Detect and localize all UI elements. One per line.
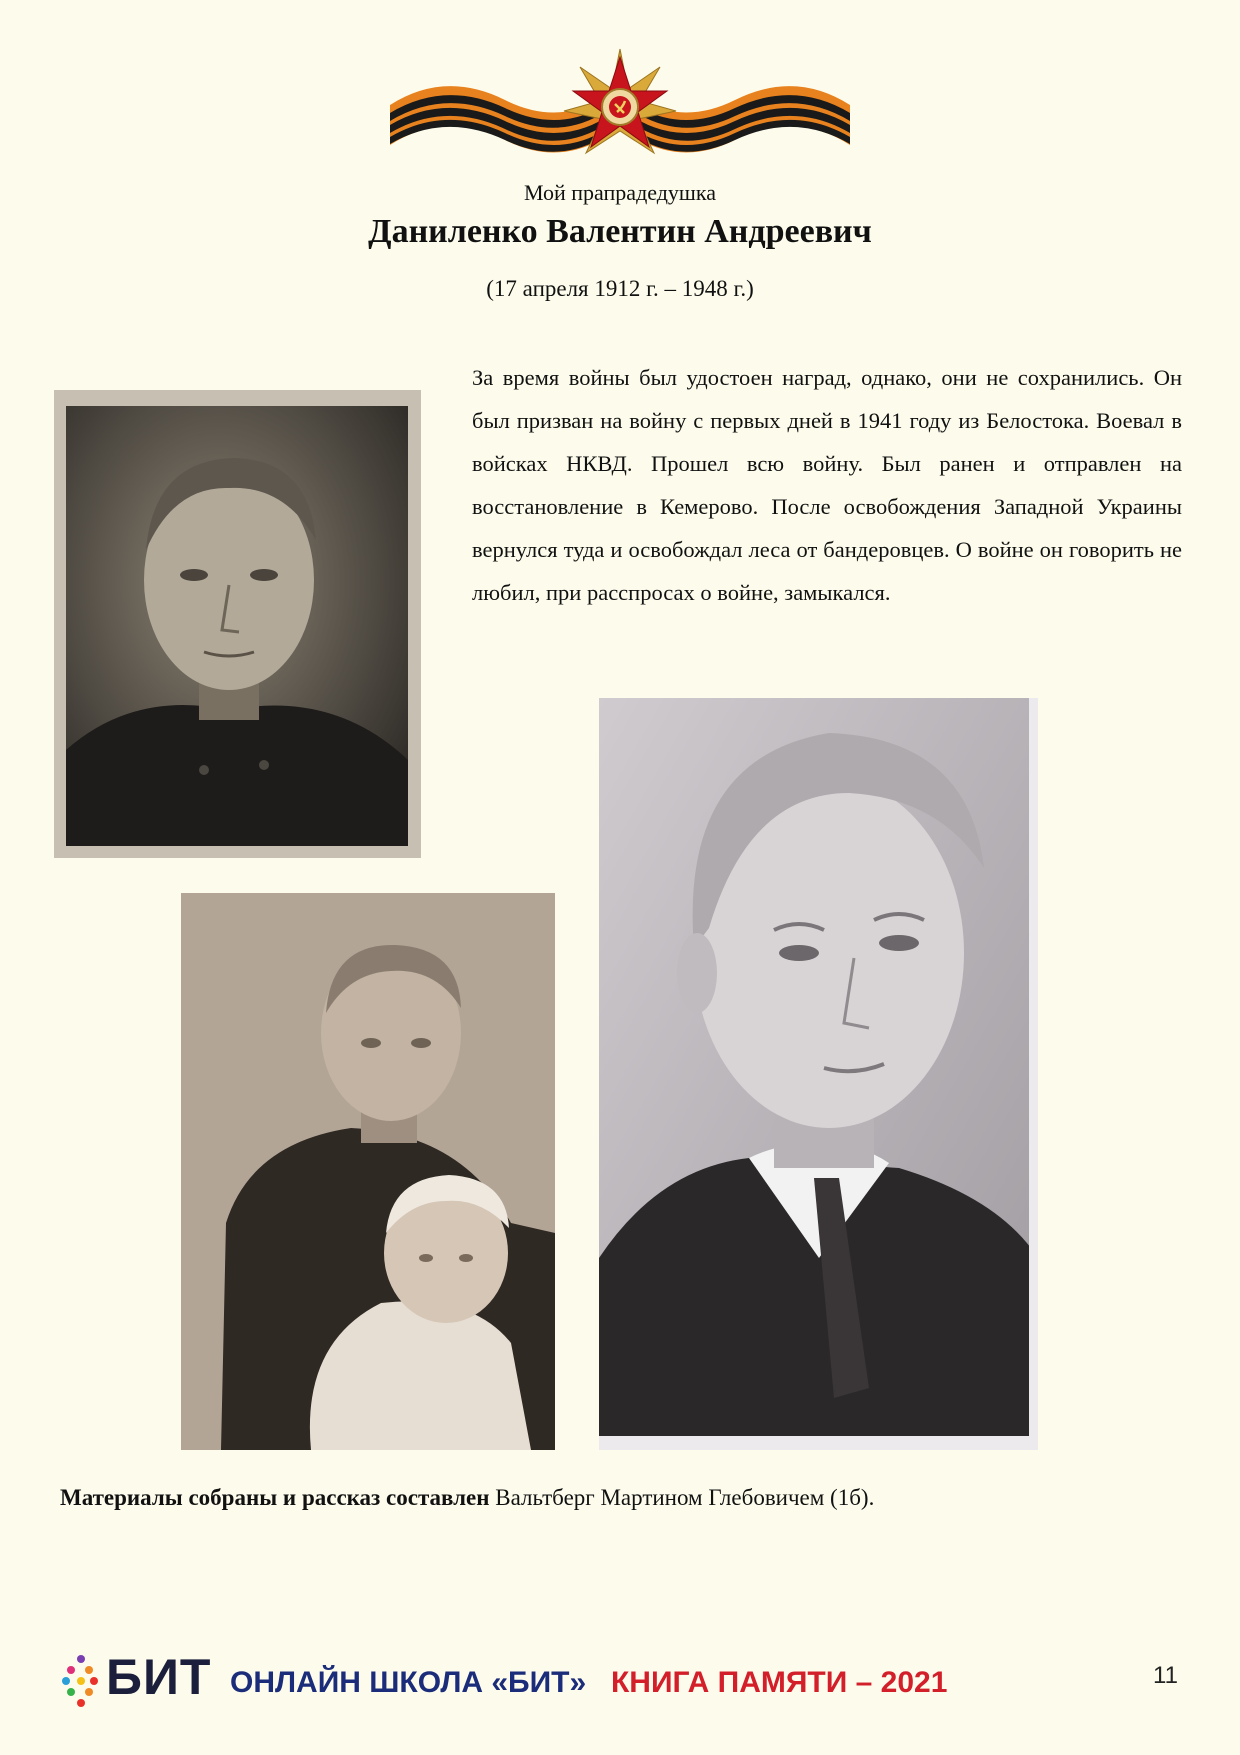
person-name: Даниленко Валентин Андреевич [368,213,872,250]
biography-text: За время войны был удостоен наград, однако, они не сохранились. Он был призван на войну с первых дней в 1941 году из Белостока. Воевал в войсках НКВД. Прошел всю войну. Был ранен и отправлен на восстановление в Кемерово. После освобождения Западной Украины вернулся туда и освобождал леса от бандеровцев. О войне он говорить не любил, при расспросах о войне, замыкался. [472,365,1182,605]
st-george-ribbon-order-icon [385,45,855,165]
relation-subtitle: Мой прапрадедушка [524,180,716,205]
large-portrait-photo [599,698,1038,1450]
school-name: ОНЛАЙН ШКОЛА «БИТ» [230,1666,587,1699]
portrait-photo-uniform [54,390,421,858]
page-number: 11 [1153,1662,1178,1689]
bit-logo-icon [60,1653,102,1709]
page-footer [60,1650,1180,1710]
book-title: КНИГА ПАМЯТИ – 2021 [611,1666,948,1699]
credits-line [60,1485,1180,1511]
credits-author: Вальтберг Мартином Глебовичем (1б). [489,1485,875,1510]
credits-label: Материалы собраны и рассказ составлен [60,1485,490,1510]
bit-logo-text: БИТ [106,1649,212,1705]
photo-with-child [181,893,555,1450]
life-dates: (17 апреля 1912 г. – 1948 г.) [486,276,754,301]
